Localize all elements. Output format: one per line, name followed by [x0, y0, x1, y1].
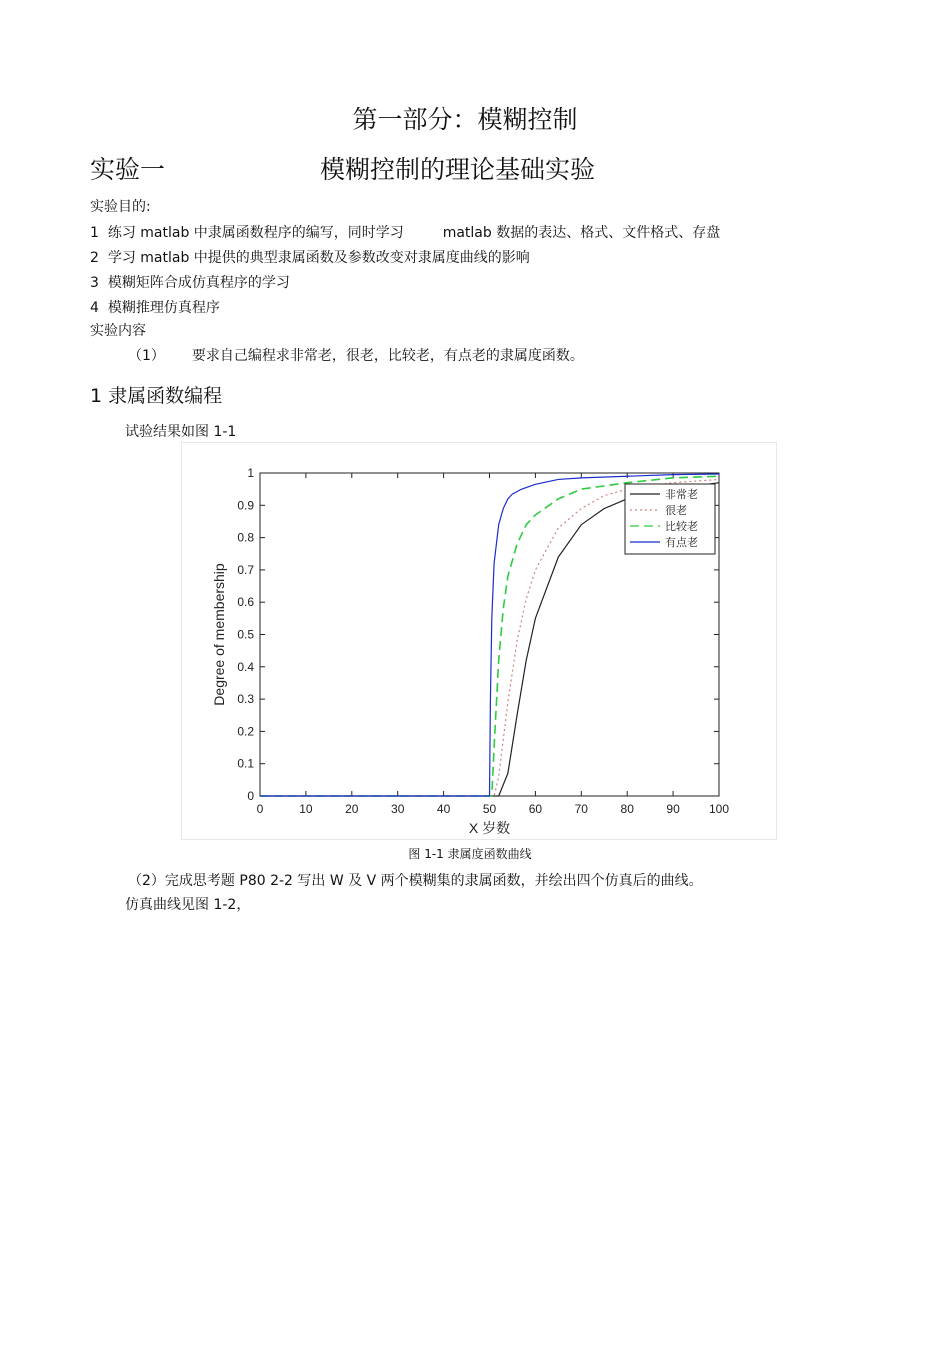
legend-label: 比较老: [665, 520, 698, 533]
x-tick-label: 100: [708, 802, 730, 816]
y-tick-label: 0.6: [237, 595, 254, 610]
x-tick-label: 40: [436, 802, 451, 816]
membership-chart: [181, 442, 777, 840]
y-tick-label: 1: [247, 466, 254, 480]
purpose-heading: 实验目的:: [90, 199, 151, 215]
x-tick-label: 10: [299, 802, 313, 816]
x-tick-label: 90: [666, 802, 680, 816]
purpose-item-text-2: matlab 数据的表达、格式、文件格式、存盘: [442, 225, 721, 241]
purpose-item-text: 模糊矩阵合成仿真程序的学习: [107, 275, 290, 291]
content-heading: 实验内容: [90, 323, 146, 339]
section-title: 1 隶属函数编程: [90, 385, 223, 407]
x-tick-label: 20: [345, 802, 359, 816]
y-tick-label: 0.2: [237, 724, 254, 739]
y-tick-label: 0.1: [237, 756, 254, 771]
part-title: 第一部分：模糊控制: [352, 105, 578, 134]
task-2-followup: 仿真曲线见图 1-2，: [125, 897, 251, 913]
purpose-item-num: 2: [90, 250, 99, 266]
purpose-item-text: 练习 matlab 中隶属函数程序的编写，同时学习: [107, 225, 404, 241]
purpose-item-num: 4: [90, 300, 99, 316]
experiment-title: [90, 150, 596, 186]
chart-svg: [182, 443, 776, 839]
y-tick-label: 0.5: [237, 627, 254, 642]
task-1-text: 要求自己编程求非常老，很老，比较老，有点老的隶属度函数。: [191, 348, 584, 364]
y-axis-label: Degree of membership: [211, 563, 227, 706]
y-tick-label: 0.7: [237, 562, 254, 577]
x-tick-label: 0: [256, 802, 264, 816]
purpose-item-4: [90, 297, 220, 317]
x-tick-label: 80: [620, 802, 634, 816]
purpose-item-1: [90, 222, 720, 242]
purpose-item-3: [90, 272, 290, 292]
y-tick-label: 0: [247, 789, 254, 803]
y-tick-label: 0.8: [237, 530, 254, 545]
purpose-item-2: [90, 247, 530, 267]
x-tick-label: 70: [574, 802, 588, 816]
x-tick-label: 60: [528, 802, 543, 816]
y-tick-label: 0.9: [237, 498, 254, 513]
task-1-num: （1）: [128, 348, 165, 364]
x-axis-label: X 岁数: [468, 820, 511, 836]
task-2-num: （2）: [128, 873, 165, 889]
experiment-name: 模糊控制的理论基础实验: [320, 155, 596, 184]
legend-label: 很老: [665, 504, 687, 517]
purpose-item-text: 模糊推理仿真程序: [107, 300, 220, 316]
x-tick-label: 30: [391, 802, 405, 816]
figure-caption: 图 1-1 隶属度函数曲线: [408, 847, 532, 861]
result-intro: 试验结果如图 1-1: [125, 424, 237, 440]
purpose-item-num: 1: [90, 225, 99, 241]
purpose-item-text: 学习 matlab 中提供的典型隶属函数及参数改变对隶属度曲线的影响: [107, 250, 530, 266]
task-2: [128, 870, 703, 890]
legend-label: 非常老: [665, 488, 698, 501]
legend-label: 有点老: [665, 536, 698, 549]
task-2-text: 完成思考题 P80 2-2 写出 W 及 V 两个模糊集的隶属函数，并绘出四个仿真后的曲线。: [164, 873, 703, 889]
purpose-item-num: 3: [90, 275, 99, 291]
task-1: [128, 345, 584, 365]
x-tick-label: 50: [482, 802, 497, 816]
experiment-label: 实验一: [90, 155, 166, 184]
y-tick-label: 0.4: [237, 659, 254, 674]
y-tick-label: 0.3: [237, 692, 254, 707]
